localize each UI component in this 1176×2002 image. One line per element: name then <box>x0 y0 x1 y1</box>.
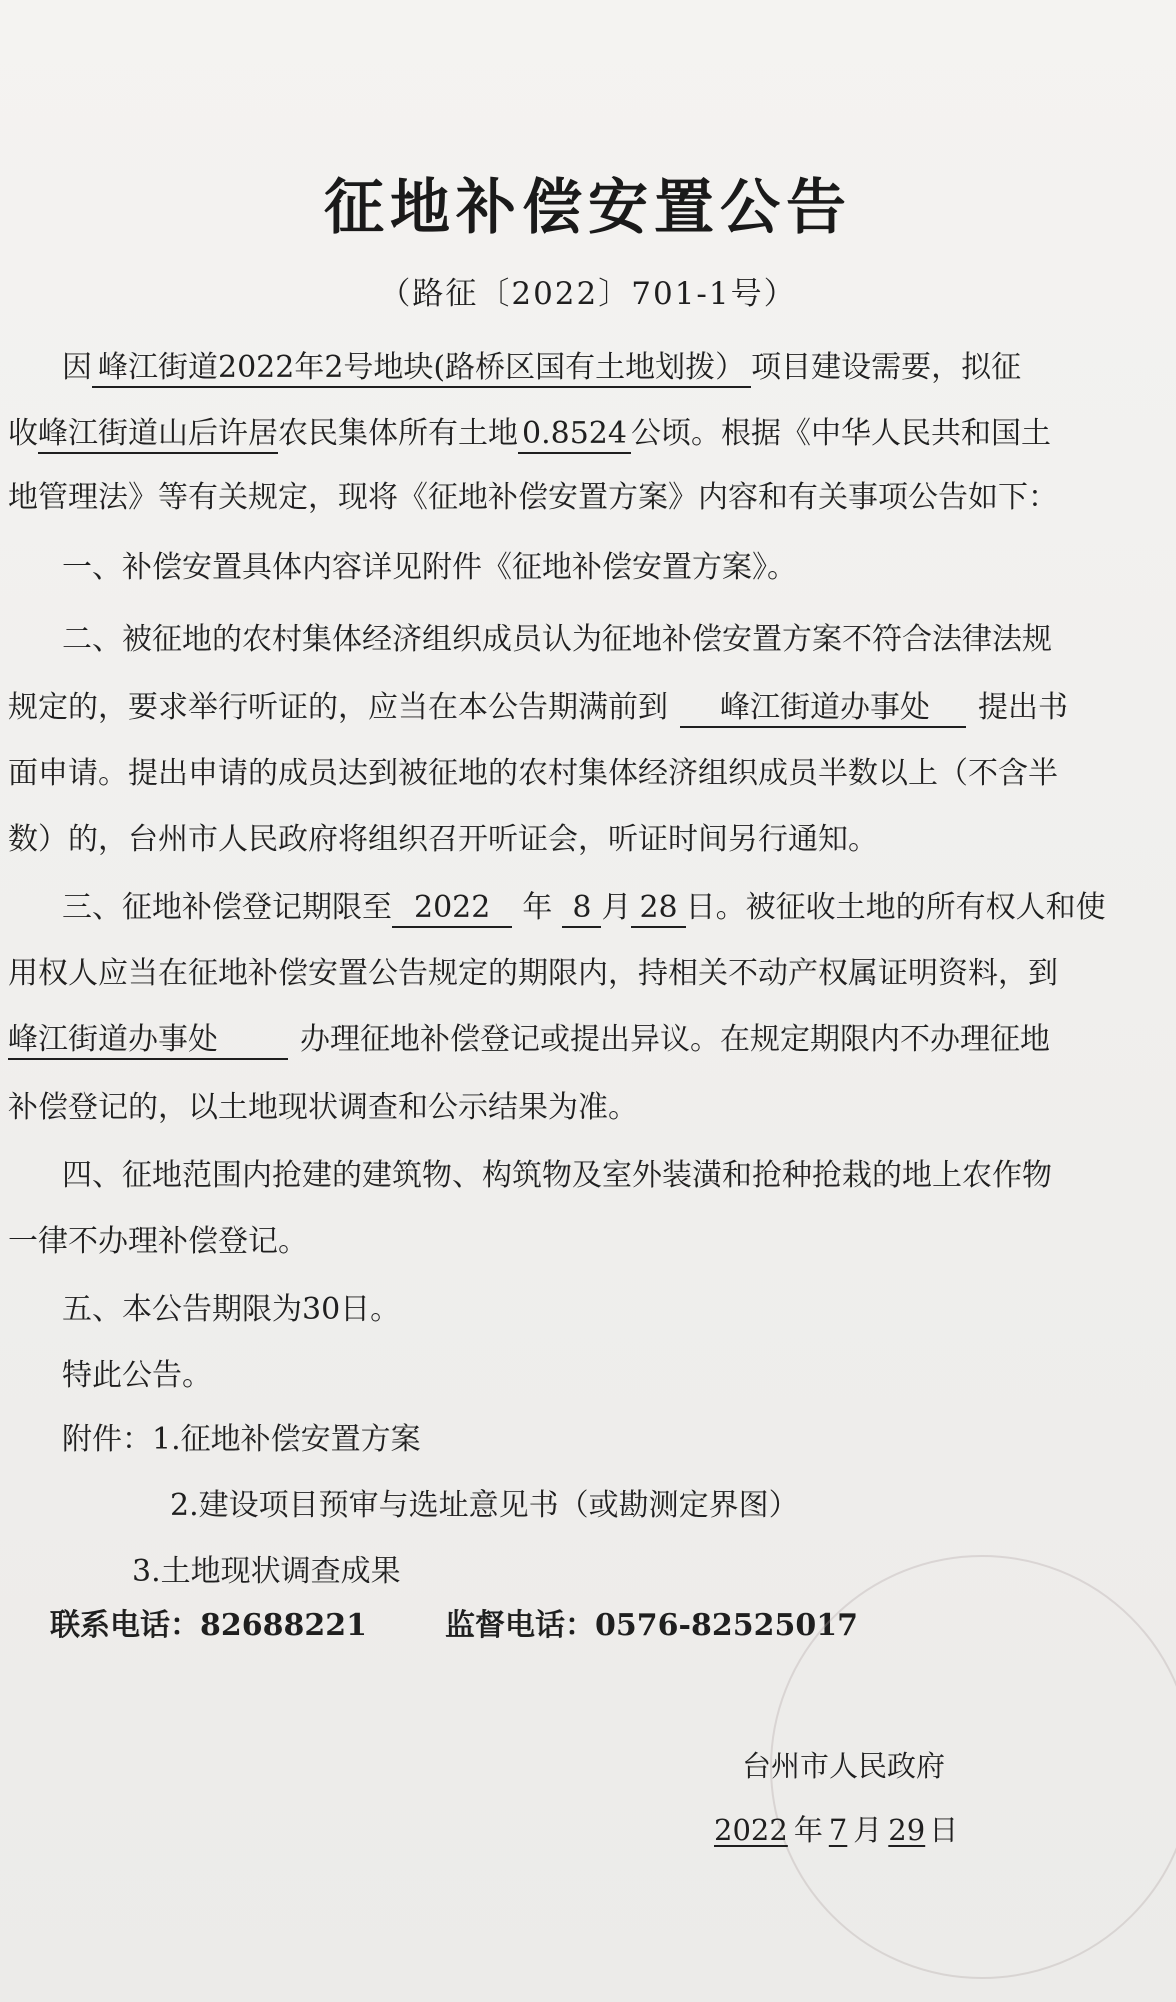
item-4-line-2: 一律不办理补偿登记。 <box>8 1224 308 1259</box>
date-day: 29 <box>888 1813 926 1847</box>
document-number: （路征〔2022〕701-1号） <box>379 276 797 312</box>
project-name: 峰江街道2022年2号地块(路桥区国有土地划拨） <box>92 350 751 388</box>
intro-line-2 <box>8 414 1051 454</box>
date-text: 月 <box>853 1813 883 1847</box>
item-2-line-1: 二、被征地的农村集体经济组织成员认为征地补偿安置方案不符合法律法规 <box>62 622 1052 657</box>
land-location: 峰江街道山后许居 <box>38 416 278 454</box>
item-2-line-3: 面申请。提出申请的成员达到被征地的农村集体经济组织成员半数以上（不含半 <box>8 756 1058 791</box>
contact-value: 82688221 <box>200 1608 367 1643</box>
item-3-line-3 <box>8 1020 1050 1060</box>
item-5: 五、本公告期限为30日。 <box>62 1292 401 1327</box>
item-3-line-4: 补偿登记的，以土地现状调查和公示结果为准。 <box>8 1090 638 1125</box>
item-text: 日。被征收土地的所有权人和使 <box>685 890 1106 925</box>
item-text: 年 <box>522 890 553 925</box>
contact-phone <box>50 1606 367 1646</box>
office-name: 峰江街道办事处 <box>680 690 966 728</box>
date-year: 2022 <box>714 1813 788 1847</box>
contact-label: 联系电话： <box>50 1608 200 1643</box>
item-text: 提出书 <box>978 690 1068 725</box>
attachment-item: 2.建设项目预审与选址意见书（或勘测定界图） <box>170 1488 799 1523</box>
intro-text: 公顷。根据《中华人民共和国土 <box>630 416 1051 451</box>
attachment-label: 附件： <box>62 1422 152 1457</box>
item-3-line-2: 用权人应当在征地补偿安置公告规定的期限内，持相关不动产权属证明资料，到 <box>8 956 1058 991</box>
deadline-day: 28 <box>631 890 685 928</box>
item-text: 三、征地补偿登记期限至 <box>62 890 392 925</box>
attachment-item: 1.征地补偿安置方案 <box>152 1422 421 1457</box>
attachment-item: 3.土地现状调查成果 <box>132 1554 401 1589</box>
item-2-line-2 <box>8 688 1068 728</box>
item-text: 办理征地补偿登记或提出异议。在规定期限内不办理征地 <box>300 1022 1050 1057</box>
contact-label: 监督电话： <box>445 1608 595 1643</box>
item-text: 月 <box>601 890 632 925</box>
item-4-line-1: 四、征地范围内抢建的建筑物、构筑物及室外装潢和抢种抢栽的地上农作物 <box>62 1158 1052 1193</box>
attachment-line-1 <box>62 1420 421 1460</box>
date-text: 年 <box>793 1813 823 1847</box>
item-2-line-4: 数）的，台州市人民政府将组织召开听证会，听证时间另行通知。 <box>8 822 878 857</box>
land-area: 0.8524 <box>518 416 631 454</box>
date-text: 日 <box>929 1813 959 1847</box>
intro-text: 收 <box>8 416 38 451</box>
intro-text: 因 <box>62 350 92 385</box>
document-title: 征地补偿安置公告 <box>324 173 852 243</box>
intro-text: 农民集体所有土地 <box>278 416 518 451</box>
office-name: 峰江街道办事处 <box>8 1022 288 1060</box>
item-text: 规定的，要求举行听证的，应当在本公告期满前到 <box>8 690 668 725</box>
item-3-line-1 <box>62 888 1106 928</box>
deadline-month: 8 <box>562 890 601 928</box>
intro-line-1 <box>62 348 1021 388</box>
intro-text: 项目建设需要，拟征 <box>751 350 1022 385</box>
issuer-name: 台州市人民政府 <box>742 1749 946 1783</box>
issue-date <box>714 1808 958 1849</box>
deadline-year: 2022 <box>392 890 512 928</box>
closing-text: 特此公告。 <box>62 1358 212 1393</box>
contact-value: 0576-82525017 <box>595 1608 858 1643</box>
date-month: 7 <box>828 1813 848 1847</box>
intro-line-3: 地管理法》等有关规定，现将《征地补偿安置方案》内容和有关事项公告如下： <box>8 480 1058 515</box>
supervise-phone <box>445 1606 858 1646</box>
item-1: 一、补偿安置具体内容详见附件《征地补偿安置方案》。 <box>62 550 797 585</box>
